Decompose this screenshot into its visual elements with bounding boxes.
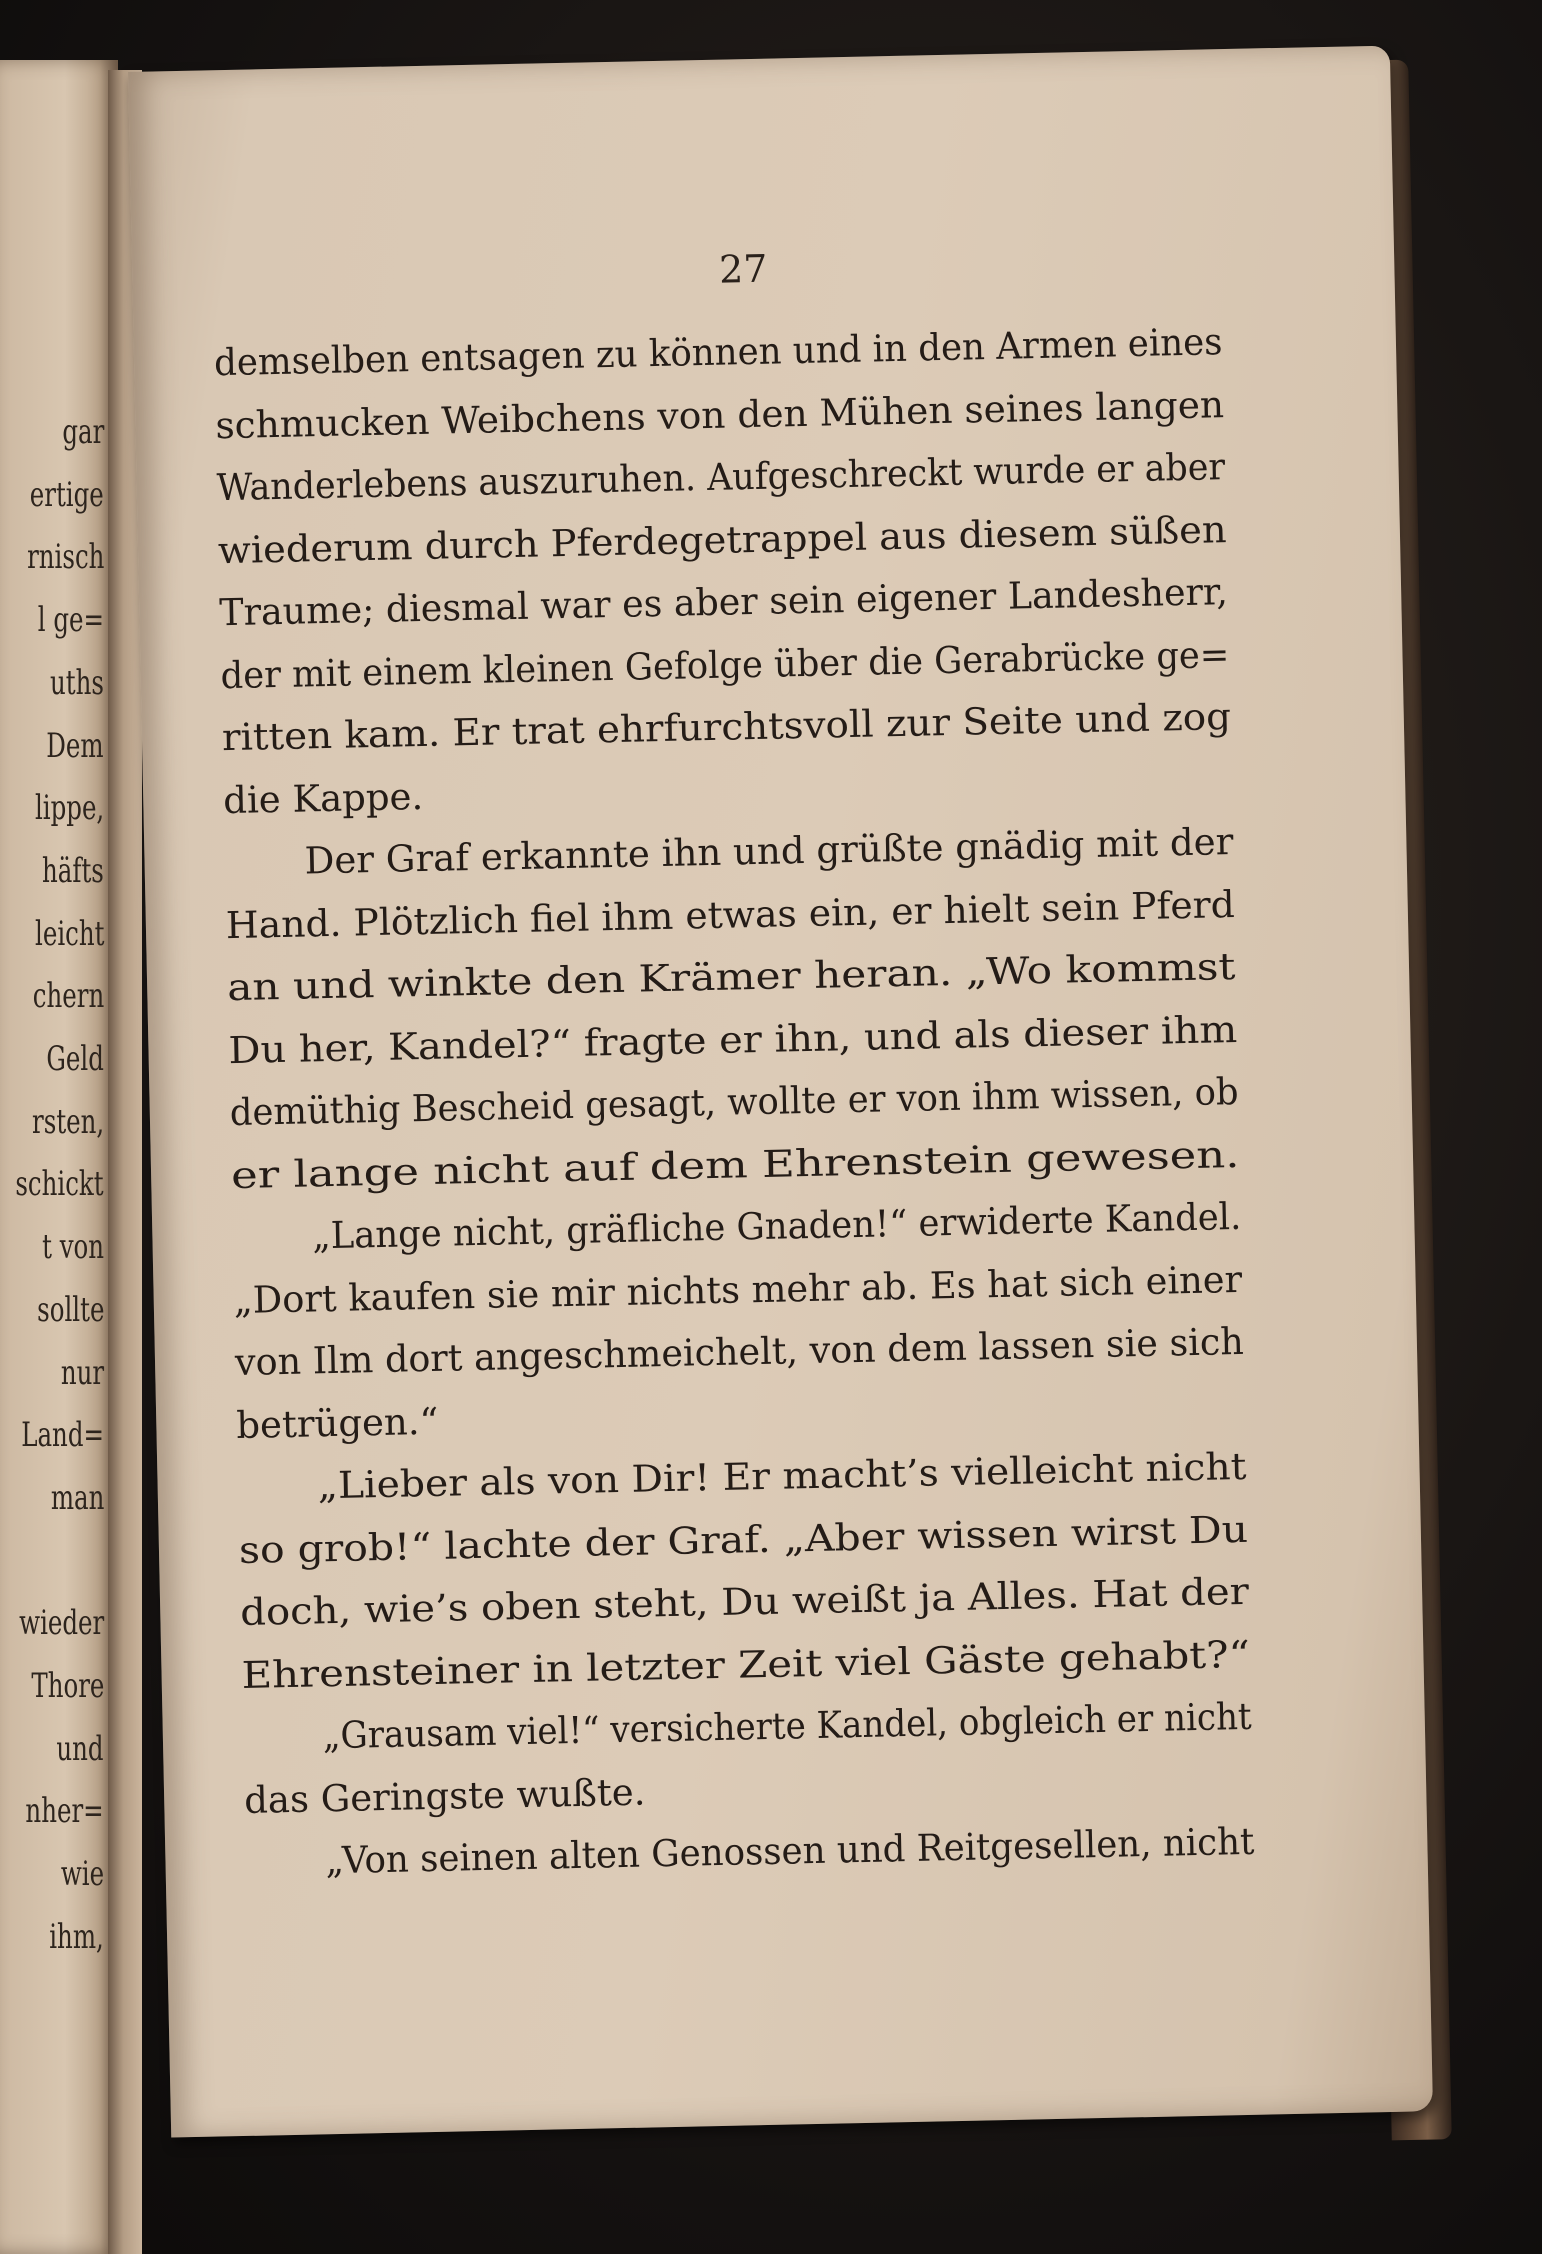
left-page-fragment: schickt bbox=[15, 1164, 104, 1205]
left-page-fragment: ihm, bbox=[49, 1916, 104, 1957]
left-facing-page bbox=[0, 60, 118, 2254]
text-line-content: schmucken Weibchens von den Mühen seines langen bbox=[214, 382, 1225, 447]
text-line-content: „Grausam viel!“ versicherte Kandel, obgleich er nicht bbox=[322, 1694, 1253, 1758]
left-page-fragment: Land= bbox=[21, 1415, 104, 1456]
text-line-content: Traume; diesmal war es aber sein eigener Landesherr, bbox=[218, 570, 1229, 635]
page-number: 27 bbox=[718, 246, 768, 292]
text-line-content: „Lange nicht, gräfliche Gnaden!“ erwiderte Kandel. bbox=[311, 1194, 1242, 1258]
left-page-fragment: sollte bbox=[36, 1289, 104, 1330]
left-page-fragment: gar bbox=[62, 412, 104, 452]
text-line-content: ritten kam. Er trat ehrfurchtsvoll zur Seite und zog bbox=[221, 695, 1232, 760]
text-line-content: Der Graf erkannte ihn und grüßte gnädig mit der bbox=[304, 820, 1234, 883]
left-page-fragment: Geld bbox=[46, 1039, 104, 1079]
text-line-content: doch, wie’s oben steht, Du weißt ja Alles. Hat der bbox=[239, 1569, 1250, 1634]
text-line-content: „Dort kaufen sie mir nichts mehr ab. Es hat sich einer bbox=[233, 1257, 1243, 1322]
left-page-fragment: man bbox=[50, 1477, 104, 1518]
text-line-content: Hand. Plötzlich fiel ihm etwas ein, er hielt sein Pferd bbox=[225, 882, 1236, 947]
text-line-content: „Lieber als von Dir! Er macht’s vielleicht nicht bbox=[317, 1444, 1247, 1508]
text-line-content: an und winkte den Krämer heran. „Wo kommst bbox=[226, 945, 1236, 1010]
text-line-content: demselben entsagen zu können und in den Armen eines bbox=[213, 320, 1223, 385]
left-page-fragment: nher= bbox=[25, 1791, 104, 1832]
text-line-content: Ehrensteiner in letzter Zeit viel Gäste gehabt?“ bbox=[241, 1632, 1251, 1697]
page-text bbox=[213, 311, 1256, 1894]
left-page-fragment: wieder bbox=[18, 1603, 104, 1644]
left-page-fragment: wie bbox=[60, 1854, 104, 1895]
left-page-fragment: l ge= bbox=[37, 600, 104, 641]
text-line-content: „Von seinen alten Genossen und Reitgesellen, nicht bbox=[325, 1819, 1255, 1883]
left-page-fragment: häfts bbox=[42, 850, 104, 891]
left-page-fragment: lippe, bbox=[34, 788, 104, 829]
text-line-content: so grob!“ lachte der Graf. „Aber wissen wirst Du bbox=[238, 1507, 1249, 1572]
left-page-fragment: und bbox=[56, 1728, 104, 1769]
right-page bbox=[128, 46, 1433, 2138]
text-line-content: Du her, Kandel?“ fragte er ihn, und als dieser ihm bbox=[228, 1007, 1238, 1072]
left-page-fragment: Thore bbox=[30, 1666, 104, 1706]
left-page-fragment: uths bbox=[50, 662, 104, 703]
text-line-content: die Kappe. bbox=[222, 774, 424, 822]
left-page-fragment: leicht bbox=[34, 913, 104, 954]
text-line-content: betrügen.“ bbox=[235, 1399, 439, 1447]
left-page-fragment: chern bbox=[32, 976, 104, 1017]
text-line-content: das Geringste wußte. bbox=[243, 1770, 646, 1822]
left-page-fragment: rsten, bbox=[31, 1101, 104, 1142]
text-line-content: demüthig Bescheid gesagt, wollte er von ihm wissen, ob bbox=[229, 1069, 1239, 1135]
left-page-fragment: rnisch bbox=[26, 537, 104, 578]
text-line-content: wiederum durch Pferdegetrappel aus diesem süßen bbox=[217, 507, 1227, 572]
text-line-content: von Ilm dort angeschmeichelt, von dem lassen sie sich bbox=[234, 1319, 1245, 1385]
left-page-fragment: Dem bbox=[46, 725, 104, 766]
text-line-content: er lange nicht auf dem Ehrenstein gewesen. bbox=[230, 1132, 1240, 1197]
text-line-content: Wanderlebens auszuruhen. Aufgeschreckt wurde er aber bbox=[216, 445, 1226, 510]
left-page-fragment: ertige bbox=[29, 474, 104, 515]
left-page-fragment: nur bbox=[60, 1352, 104, 1393]
left-page-fragment: t von bbox=[42, 1227, 104, 1268]
text-line-content: der mit einem kleinen Gefolge über die Gerabrücke ge= bbox=[220, 632, 1230, 697]
